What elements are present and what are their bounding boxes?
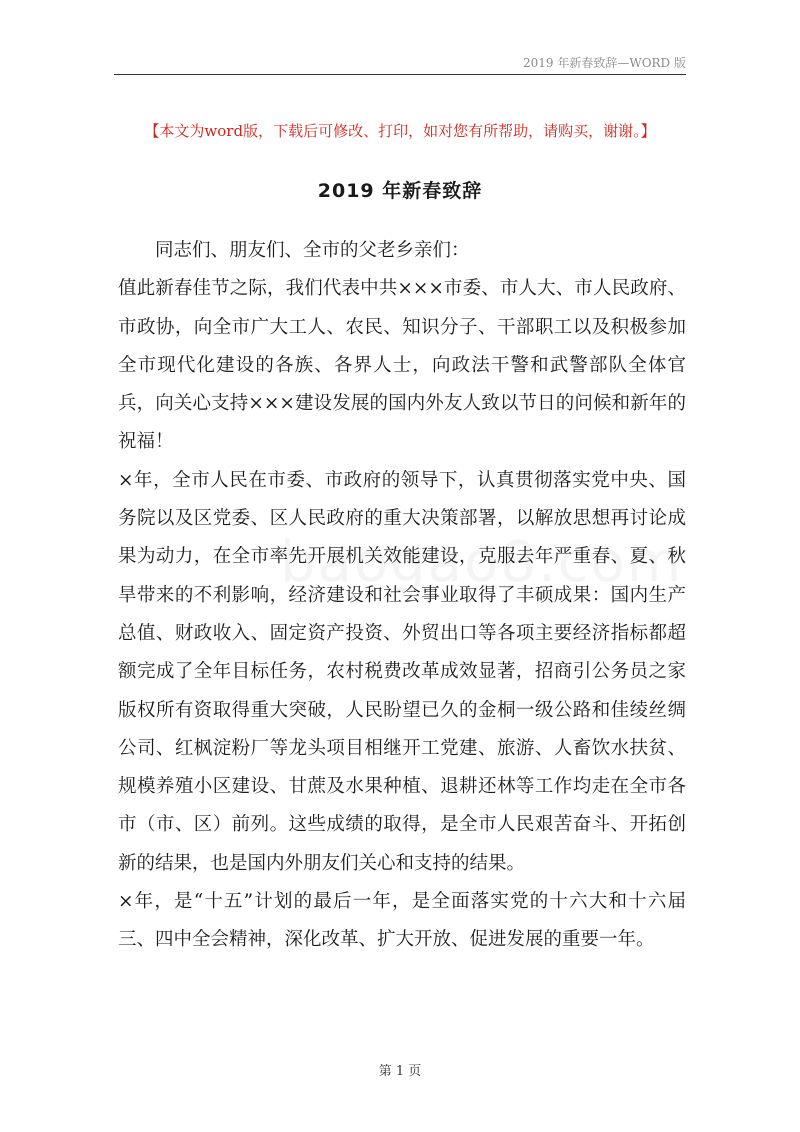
document-body — [118, 232, 686, 960]
paragraph-1: 值此新春佳节之际，我们代表中共×××市委、市人大、市人民政府、市政协，向全市广大工人、农民、知识分子、干部职工以及积极参加全市现代化建设的各族、各界人士，向政法干警和武警部队全体官兵，向关心支持×××建设发展的国内外友人致以节日的问候和新年的祝福！ — [118, 278, 686, 453]
page-header-title: 2019 年新春致辞—WORD 版 — [523, 56, 686, 70]
paragraph-3: ×年，是“十五”计划的最后一年，是全面落实党的十六大和十六届三、四中全会精神，深化改革、扩大开放、促进发展的重要一年。 — [118, 891, 686, 951]
page-number: 第 1 页 — [378, 1064, 422, 1079]
greeting: 同志们、朋友们、全市的父老乡亲们： — [155, 240, 470, 261]
purchase-notice: 【本文为word版，下载后可修改、打印，如对您有所帮助，请购买，谢谢。】 — [144, 122, 656, 140]
document-title: 2019 年新春致辞 — [317, 180, 483, 202]
header-divider — [114, 74, 686, 75]
paragraph-2: ×年，全市人民在市委、市政府的领导下，认真贯彻落实党中央、国务院以及区党委、区人民政府的重大决策部署，以解放思想再讨论成果为动力，在全市率先开展机关效能建设，克服去年严重春、夏、秋旱带来的不利影响，经济建设和社会事业取得了丰硕成果：国内生产总值、财政收入、固定资产投资、外贸出口等各项主要经济指标都超额完成了全年目标任务，农村税费改革成效显著，招商引公务员之家版权所有资取得重大突破，人民盼望已久的金桐一级公路和佳绫丝绸公司、红枫淀粉厂等龙头项目相继开工党建、旅游、人畜饮水扶贫、规模养殖小区建设、甘蔗及水果种植、退耕还林等工作均走在全市各市（市、区）前列。这些成绩的取得，是全市人民艰苦奋斗、开拓创新的结果，也是国内外朋友们关心和支持的结果。 — [118, 469, 686, 874]
